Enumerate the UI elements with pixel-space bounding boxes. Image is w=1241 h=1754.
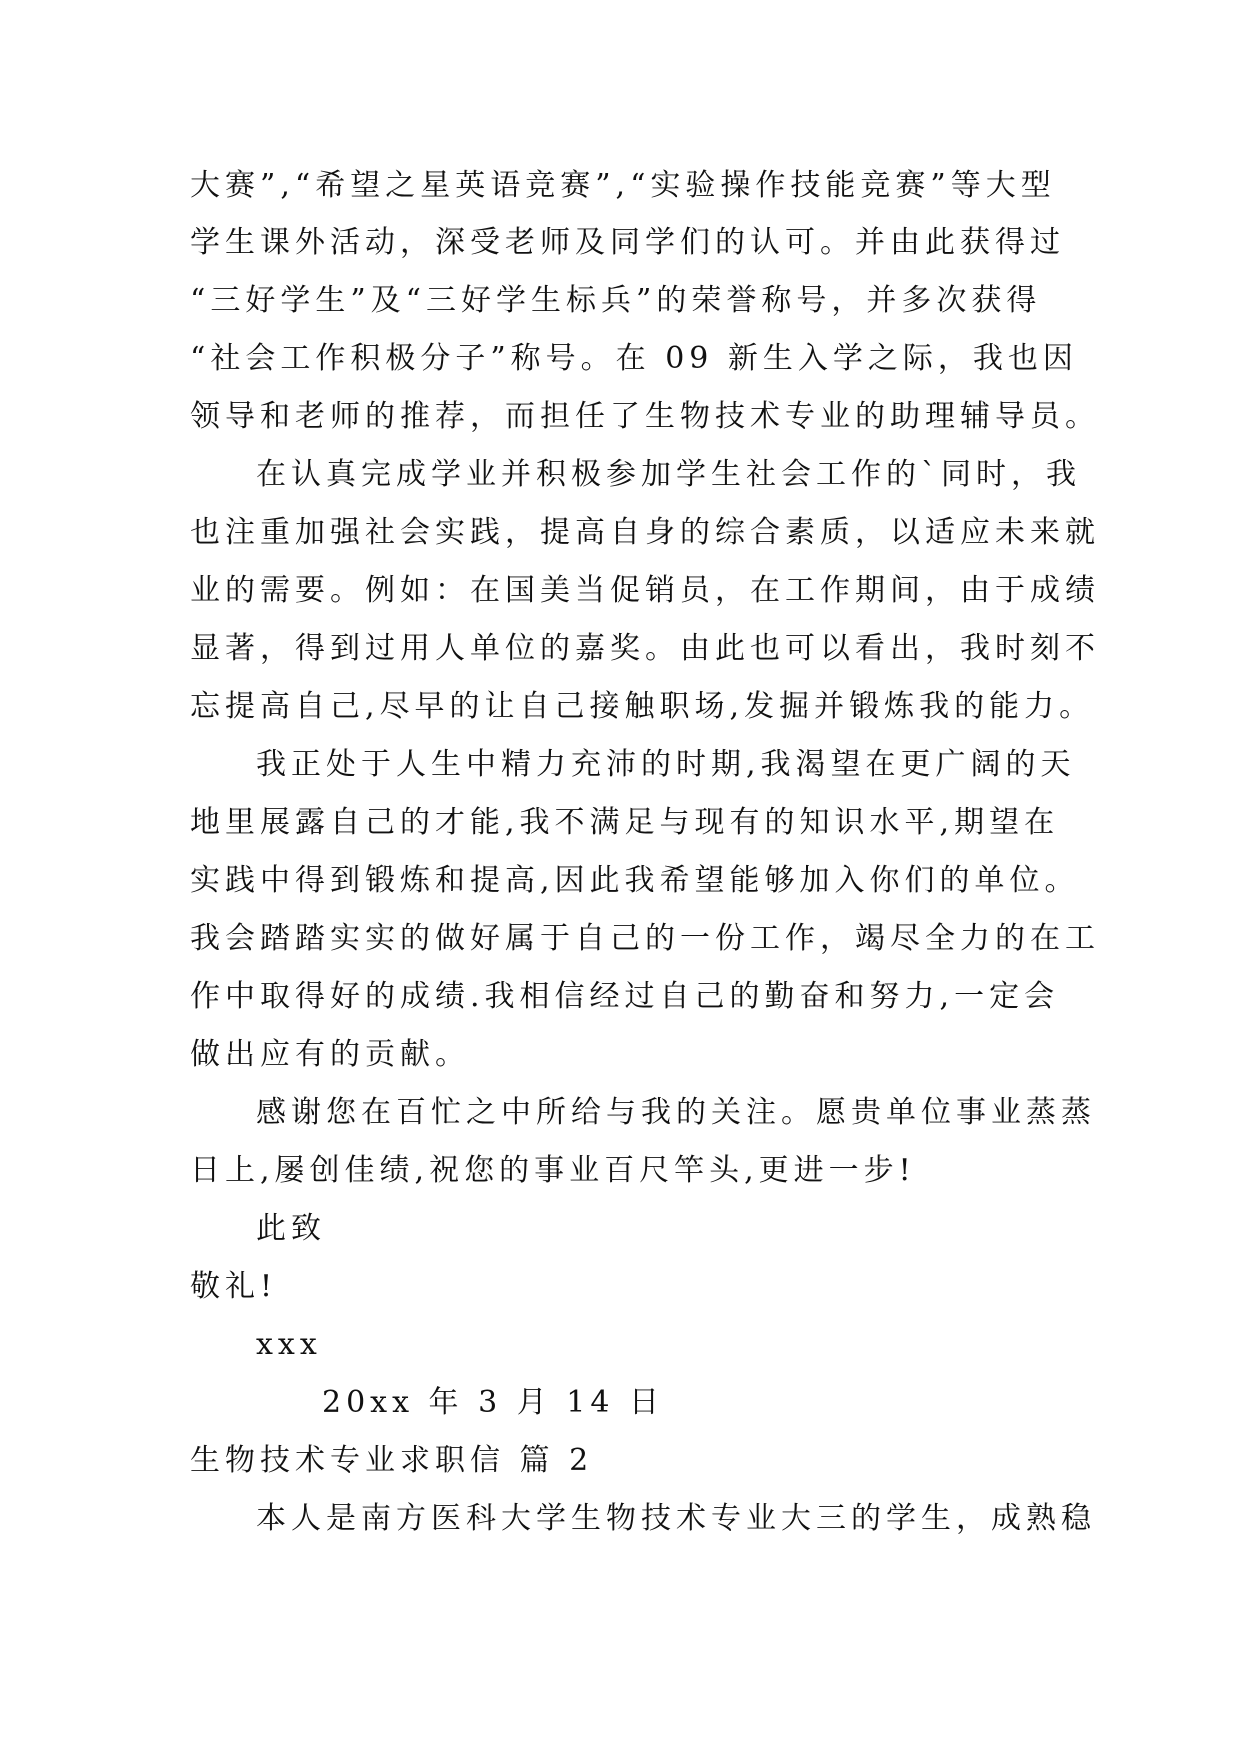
text-line: 日上,屡创佳绩,祝您的事业百尺竿头,更进一步!	[190, 1153, 916, 1188]
paragraph-start-line: 我正处于人生中精力充沛的时期,我渴望在更广阔的天	[256, 747, 1076, 782]
text-line: 业的需要。例如：在国美当促销员，在工作期间，由于成绩	[190, 573, 1100, 608]
text-line: 领导和老师的推荐，而担任了生物技术专业的助理辅导员。	[190, 399, 1100, 434]
text-line: 地里展露自己的才能,我不满足与现有的知识水平,期望在	[190, 805, 1060, 840]
signature-date: 20xx 年 3 月 14 日	[322, 1385, 664, 1420]
text-line: “社会工作积极分子”称号。在 09 新生入学之际，我也因	[190, 341, 1078, 376]
text-line: 也注重加强社会实践，提高自身的综合素质，以适应未来就	[190, 515, 1100, 550]
text-line: 实践中得到锻炼和提高,因此我希望能够加入你们的单位。	[190, 863, 1080, 898]
text-line: 我会踏踏实实的做好属于自己的一份工作，竭尽全力的在工	[190, 921, 1100, 956]
text-line: 显著，得到过用人单位的嘉奖。由此也可以看出，我时刻不	[190, 631, 1100, 666]
text-line: 做出应有的贡献。	[190, 1037, 470, 1072]
section-heading: 生物技术专业求职信 篇 2	[190, 1443, 594, 1478]
paragraph-start-line: 在认真完成学业并积极参加学生社会工作的`同时，我	[256, 457, 1081, 492]
signature-name: xxx	[256, 1327, 322, 1362]
closing-regards: 敬礼!	[190, 1269, 278, 1304]
text-line: 作中取得好的成绩.我相信经过自己的勤奋和努力,一定会	[190, 979, 1060, 1014]
paragraph-start-line: 感谢您在百忙之中所给与我的关注。愿贵单位事业蒸蒸	[256, 1095, 1096, 1130]
text-line: “三好学生”及“三好学生标兵”的荣誉称号，并多次获得	[190, 283, 1042, 318]
closing-salutation: 此致	[256, 1211, 326, 1246]
text-line: 忘提高自己,尽早的让自己接触职场,发掘并锻炼我的能力。	[190, 689, 1095, 724]
paragraph-start-line: 本人是南方医科大学生物技术专业大三的学生，成熟稳	[256, 1501, 1096, 1536]
text-line: 大赛”,“希望之星英语竞赛”,“实验操作技能竞赛”等大型	[190, 168, 1056, 203]
text-line: 学生课外活动，深受老师及同学们的认可。并由此获得过	[190, 225, 1065, 260]
